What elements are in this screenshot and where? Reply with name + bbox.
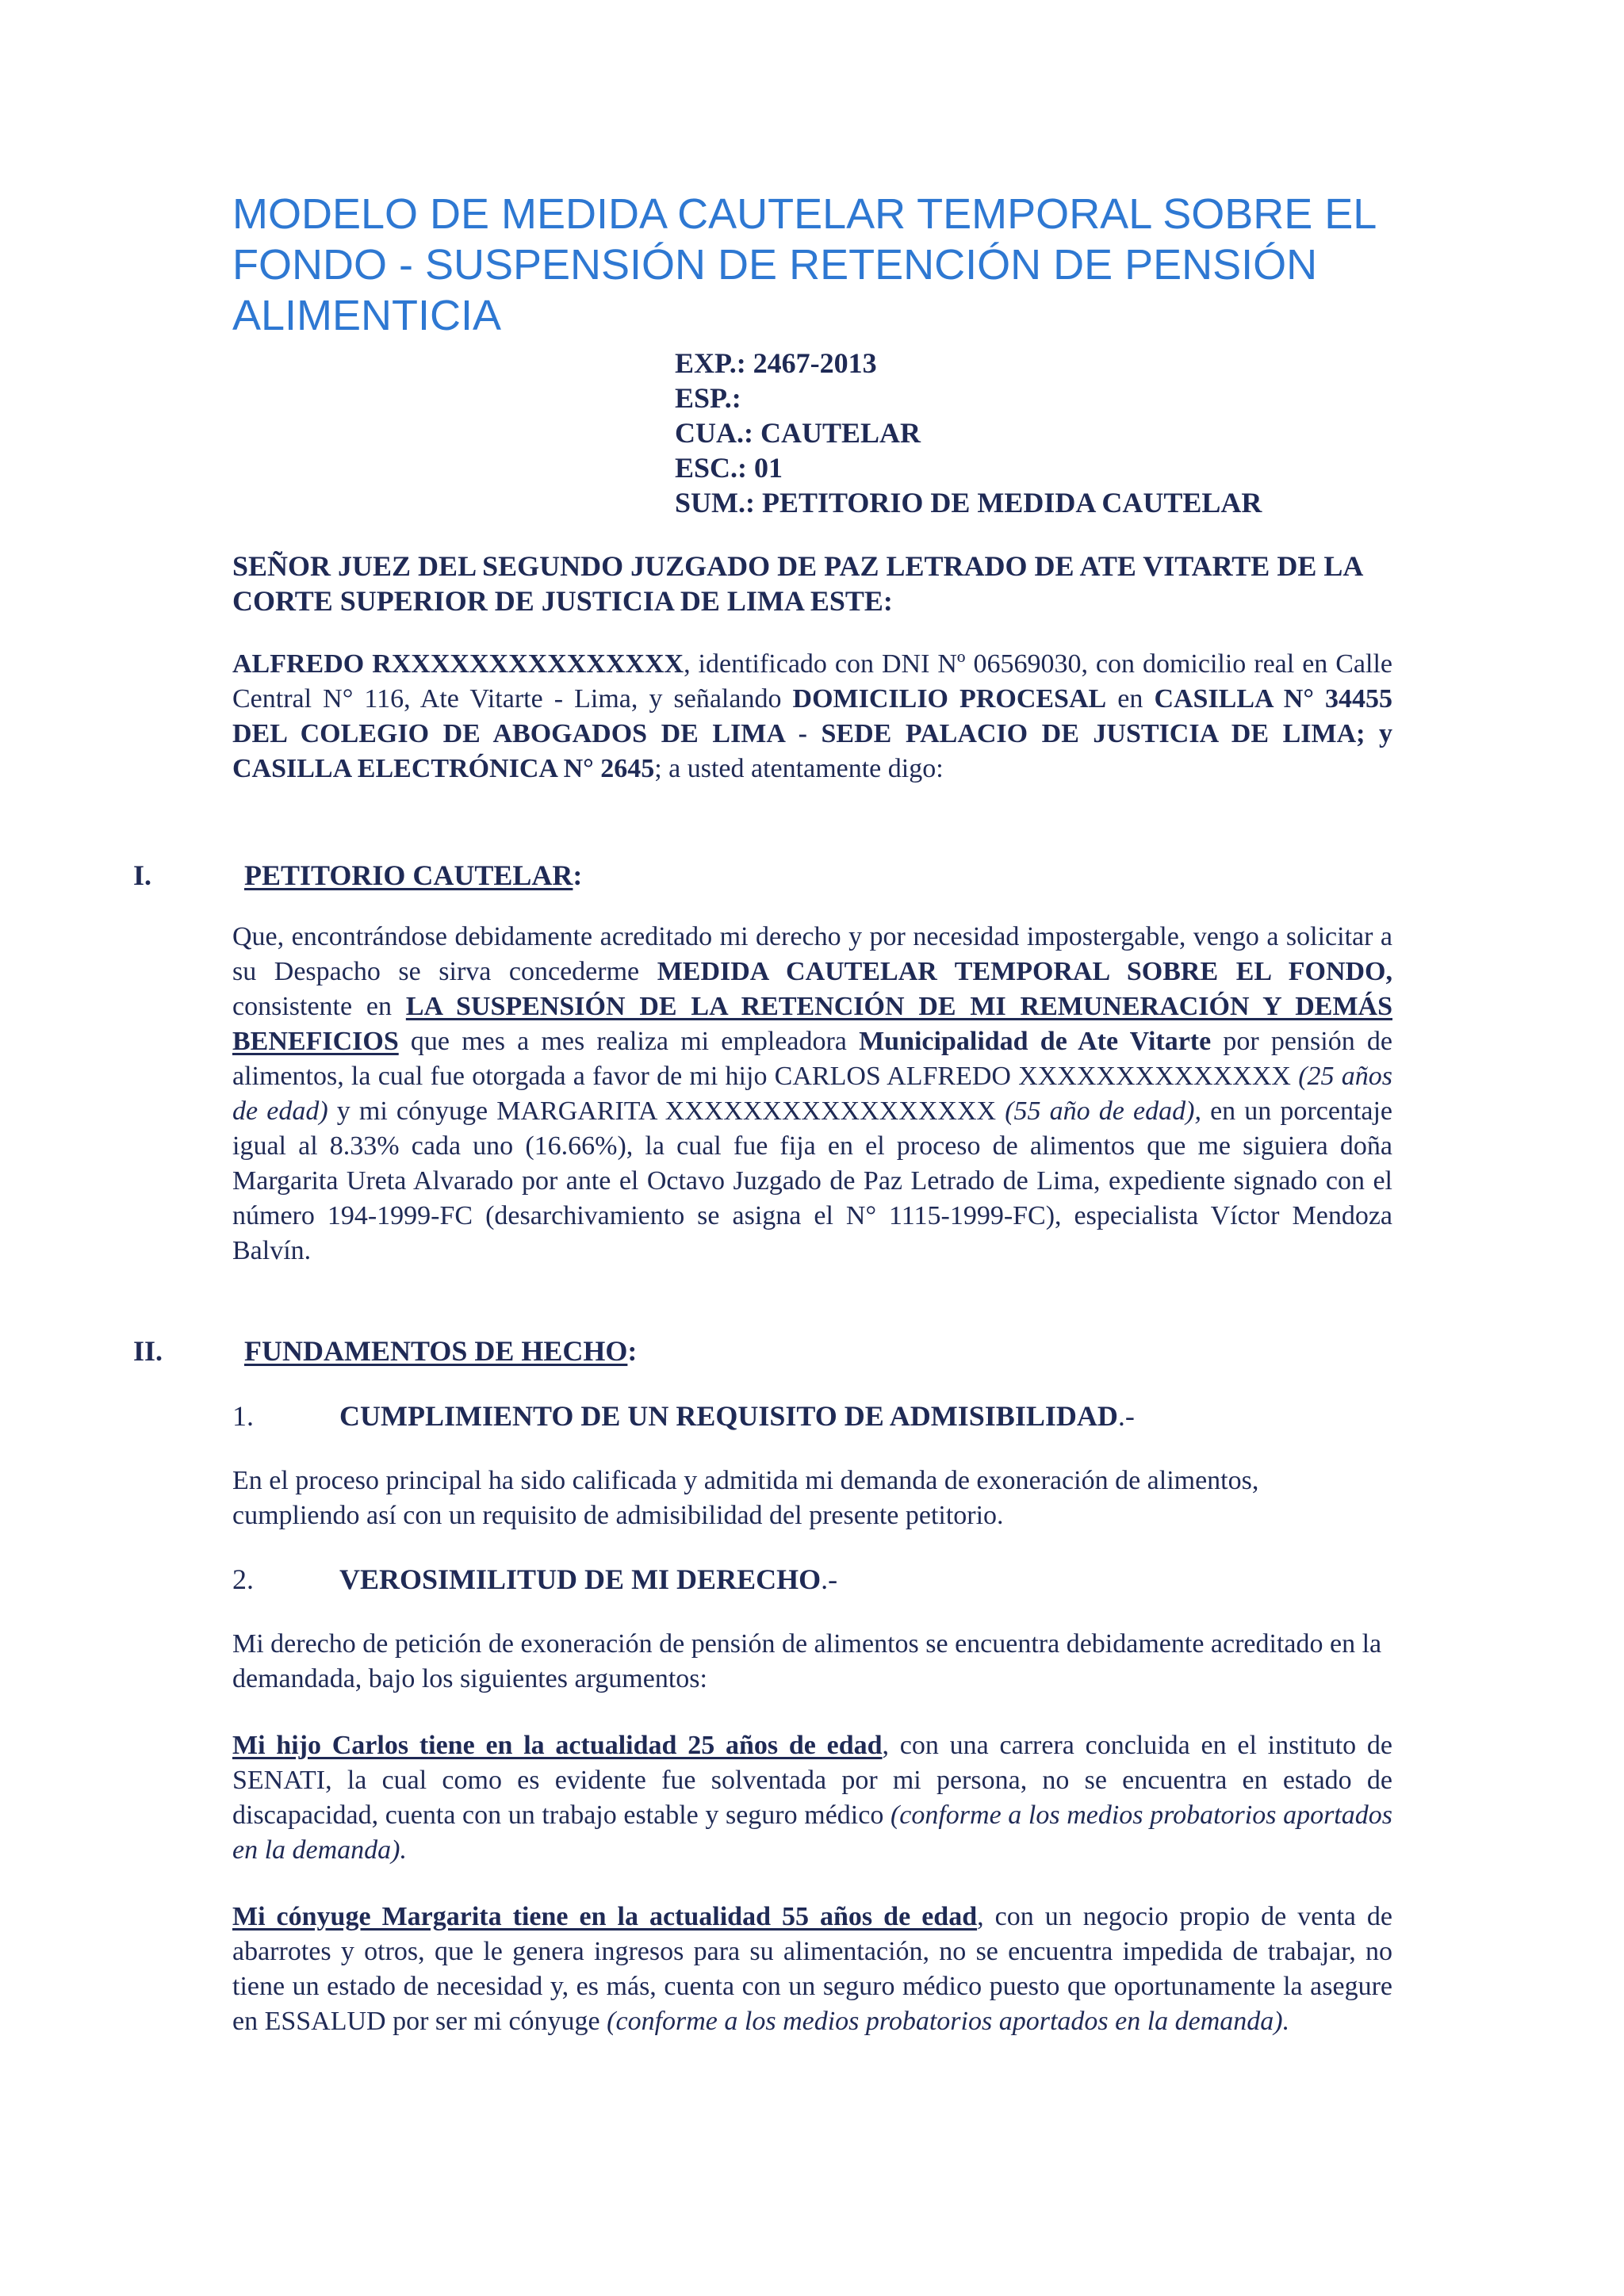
case-sum-line: SUM.: PETITORIO DE MEDIDA CAUTELAR <box>675 487 1262 519</box>
petition-request: LA SUSPENSIÓN DE LA RETENCIÓN DE MI REMUNERACIÓN Y DEMÁS BENEFICIOS <box>232 992 1393 1056</box>
petitioner-name: ALFREDO RXXXXXXXXXXXXXXX <box>232 649 684 679</box>
carlos-paragraph: Mi hijo Carlos tiene en la actualidad 25 años de edad, con una carrera concluida en el instituto de SENATI, la cual como es evidente fue solventada por mi persona, no se encuentra en estado de discapacidad, cuenta con un trabajo estable y seguro médico (conforme a los medios probatorios aportados en la demanda). <box>232 1731 1392 1865</box>
document-page: MODELO DE MEDIDA CAUTELAR TEMPORAL SOBRE EL FONDO - SUSPENSIÓN DE RETENCIÓN DE PENSIÓN ALIMENTICIA EXP.: 2467-2013 ESP.: CUA.: CAUTELAR ESC.: 01 SUM.: PETITORIO DE MEDIDA CAUTELAR SEÑOR JUEZ DEL SEGUNDO JUZGADO DE PAZ LETRADO DE ATE VITARTE DE LA CORTE SUPERIOR DE JUSTICIA DE LIMA ESTE: ALFREDO RXXXXXXXXXXXXXXX, identificado con DNI Nº 06569030, con domicilio real en Calle Central N° 116, Ate Vitarte - Lima, y señalando DOMICILIO PROCESAL en CASILLA N° 34455 DEL COLEGIO DE ABOGADOS DE LIMA - SEDE PALACIO DE JUSTICIA DE LIMA; y CASILLA ELECTRÓNICA N° 2645; a usted atentamente digo: I. PETITORIO CAUTELAR: Que, encontrándose debidamente acreditado mi derecho y por necesidad impostergable, vengo a solicitar a su Despacho se sirva concederme MEDIDA CAUTELAR TEMPORAL SOBRE EL FONDO, consistente en LA SUSPENSIÓN DE LA RETENCIÓN DE MI REMUNERACIÓN Y DEMÁS BENEFICIOS que mes a mes realiza mi empleadora Municipalidad de Ate Vitarte por pensión de alimentos, la cual fue otorgada a favor de mi hijo CARLOS ALFREDO XXXXXXXXXXXXXX (25 años de edad) y mi cónyuge MARGARITA XXXXXXXXXXXXXXXXX (55 año de edad), en un porcentaje igual al 8.33% cada uno (16.66%), la cual fue fija en el proceso de alimentos que me siguiera doña Margarita Ureta Alvarado por ante el Octavo Juzgado de Paz Letrado de Lima, expediente signado con el número 194-1999-FC (desarchivamiento se asigna el N° 1115-1999-FC), especialista Víctor Mendoza Balvín. II. FUNDAMENTOS DE HECHO: 1. CUMPLIMIENTO DE UN REQUISITO DE ADMISIBILIDAD.- En el proceso principal ha sido calificada y admitida mi demanda de exoneración de alimentos, cumpliendo así con un requisito de admisibilidad del presente petitorio. 2. VEROSIMILITUD DE MI DERECHO.- Mi derecho de petición de exoneración de pensión de alimentos se encuentra debidamente acreditado en la demandada, bajo los siguientes argumentos: Mi hijo Carlos tiene en la actualidad 25 años de edad, con una carrera concluida en el instituto de SENATI, la cual como es evidente fue solventada por mi persona, no se encuentra en estado de discapacidad, cuenta con un trabajo estable y seguro médico (conforme a los medios probatorios aportados en la demanda). Mi cónyuge Margarita tiene en la actualidad 55 años de edad, con un negocio propio de venta de abarrotes y otros, que le genera ingresos para su alimentación, no se encuentra impedida de trabajar, no tiene un estado de necesidad y, es más, cuenta con un seguro médico puesto que oportunamente la asegure en ESSALUD por ser mi cónyuge (conforme a los medios probatorios aportados en la demanda). <box>0 0 1624 2296</box>
section-number: I. <box>133 859 152 891</box>
verosimilitud-paragraph: Mi derecho de petición de exoneración de pensión de alimentos se encuentra debidamente acreditado en la demandada, bajo los siguientes argumentos: <box>232 1629 1382 1693</box>
case-exp-line: EXP.: 2467-2013 <box>675 347 877 379</box>
margarita-paragraph: Mi cónyuge Margarita tiene en la actualidad 55 años de edad, con un negocio propio de venta de abarrotes y otros, que le genera ingresos para su alimentación, no se encuentra impedida de trabajar, no tiene un estado de necesidad y, es más, cuenta con un seguro médico puesto que oportunamente la asegure en ESSALUD por ser mi cónyuge (conforme a los medios probatorios aportados en la demanda). <box>232 1902 1393 2036</box>
case-header-block <box>675 346 1262 520</box>
case-esp-line: ESP.: <box>675 382 741 414</box>
section-label: PETITORIO CAUTELAR <box>244 859 573 891</box>
addressee: SEÑOR JUEZ DEL SEGUNDO JUZGADO DE PAZ LETRADO DE ATE VITARTE DE LA CORTE SUPERIOR DE JUSTICIA DE LIMA ESTE: <box>232 550 1362 617</box>
case-esc-line: ESC.: 01 <box>675 452 783 484</box>
intro-paragraph: ALFREDO RXXXXXXXXXXXXXXX, identificado con DNI Nº 06569030, con domicilio real en Calle Central N° 116, Ate Vitarte - Lima, y señalando DOMICILIO PROCESAL en CASILLA N° 34455 DEL COLEGIO DE ABOGADOS DE LIMA - SEDE PALACIO DE JUSTICIA DE LIMA; y CASILLA ELECTRÓNICA N° 2645; a usted atentamente digo: <box>232 649 1393 783</box>
section-number: II. <box>133 1335 163 1367</box>
document-title: MODELO DE MEDIDA CAUTELAR TEMPORAL SOBRE EL FONDO - SUSPENSIÓN DE RETENCIÓN DE PENSIÓN ALIMENTICIA <box>232 190 1376 339</box>
petitorio-paragraph: Que, encontrándose debidamente acreditado mi derecho y por necesidad impostergable, vengo a solicitar a su Despacho se sirva concederme MEDIDA CAUTELAR TEMPORAL SOBRE EL FONDO, consistente en LA SUSPENSIÓN DE LA RETENCIÓN DE MI REMUNERACIÓN Y DEMÁS BENEFICIOS que mes a mes realiza mi empleadora Municipalidad de Ate Vitarte por pensión de alimentos, la cual fue otorgada a favor de mi hijo CARLOS ALFREDO XXXXXXXXXXXXXX (25 años de edad) y mi cónyuge MARGARITA XXXXXXXXXXXXXXXXX (55 año de edad), en un porcentaje igual al 8.33% cada uno (16.66%), la cual fue fija en el proceso de alimentos que me siguiera doña Margarita Ureta Alvarado por ante el Octavo Juzgado de Paz Letrado de Lima, expediente signado con el número 194-1999-FC (desarchivamiento se asigna el N° 1115-1999-FC), especialista Víctor Mendoza Balvín. <box>232 922 1393 1265</box>
admisibilidad-paragraph: En el proceso principal ha sido calificada y admitida mi demanda de exoneración de alimentos, cumpliendo así con un requisito de admisibilidad del presente petitorio. <box>232 1466 1259 1530</box>
section-label: FUNDAMENTOS DE HECHO <box>244 1335 628 1367</box>
case-cua-line: CUA.: CAUTELAR <box>675 417 921 449</box>
